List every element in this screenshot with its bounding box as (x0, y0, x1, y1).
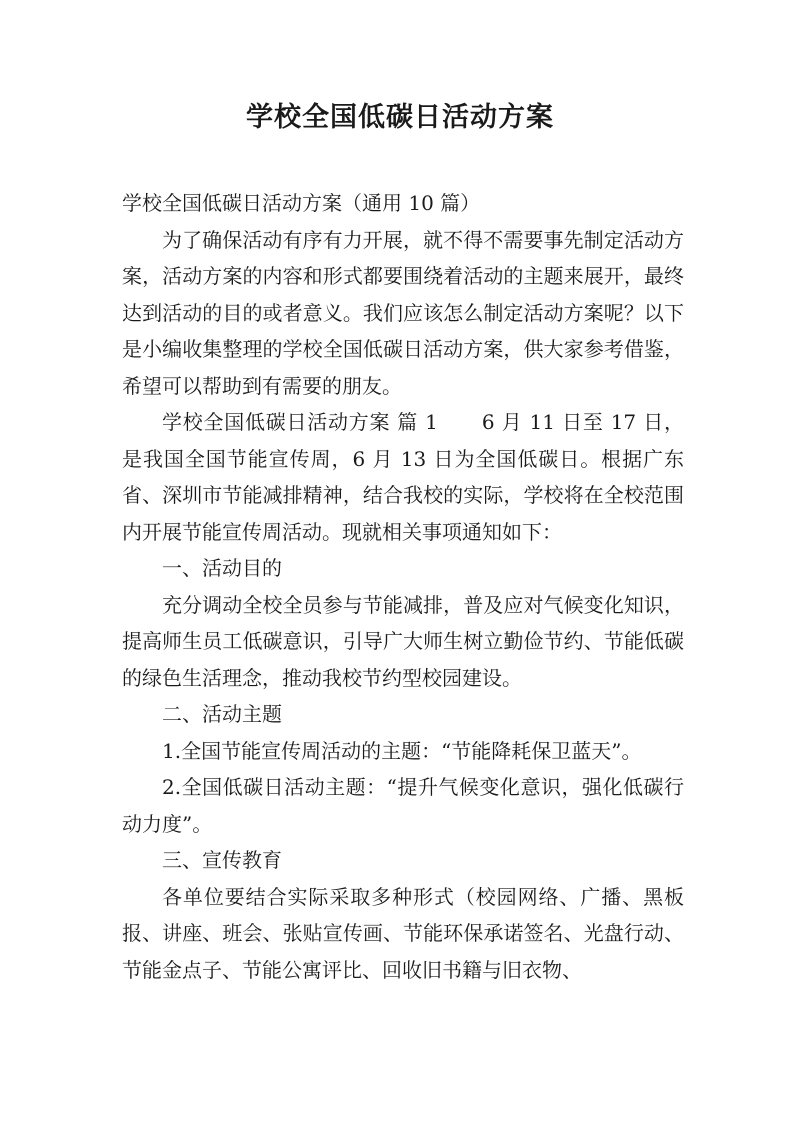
section-3-heading: 三、宣传教育 (162, 848, 282, 872)
document-subtitle: 学校全国低碳日活动方案（通用 10 篇） (122, 191, 481, 215)
section-2-heading: 二、活动主题 (162, 702, 282, 726)
piece-1-paragraph (122, 404, 684, 550)
section-1-heading: 一、活动目的 (162, 556, 282, 580)
section-3-paragraph: 各单位要结合实际采取多种形式（校园网络、广播、黑板报、讲座、班会、张贴宣传画、节能环保承诺签名、光盘行动、节能金点子、节能公寓评比、回收旧书籍与旧衣物、 (122, 884, 684, 982)
piece-1-body: 6 月 11 日至 17 日，是我国全国节能宣传周，6 月 13 日为全国低碳日。根据广东省、深圳市节能减排精神，结合我校的实际，学校将在全校范围内开展节能宣传周活动。现就相关事项通知如下： (122, 410, 684, 544)
page-title: 学校全国低碳日活动方案 (246, 102, 554, 133)
piece-1-label: 学校全国低碳日活动方案 篇 1 (162, 410, 438, 434)
section-2-item-2: 2.全国低碳日活动主题：“提升气候变化意识，强化低碳行动力度”。 (122, 775, 684, 836)
document-body (122, 185, 684, 988)
section-2-item-1: 1.全国节能宣传周活动的主题：“节能降耗保卫蓝天”。 (162, 738, 642, 763)
intro-paragraph: 为了确保活动有序有力开展，就不得不需要事先制定活动方案，活动方案的内容和形式都要围绕着活动的主题来展开，最终达到活动的目的或者意义。我们应该怎么制定活动方案呢？以下是小编收集整理的学校全国低碳日活动方案，供大家参考借鉴，希望可以帮助到有需要的朋友。 (122, 227, 684, 398)
section-1-paragraph: 充分调动全校全员参与节能减排，普及应对气候变化知识，提高师生员工低碳意识，引导广大师生树立勤俭节约、节能低碳的绿色生活理念，推动我校节约型校园建设。 (122, 592, 684, 690)
